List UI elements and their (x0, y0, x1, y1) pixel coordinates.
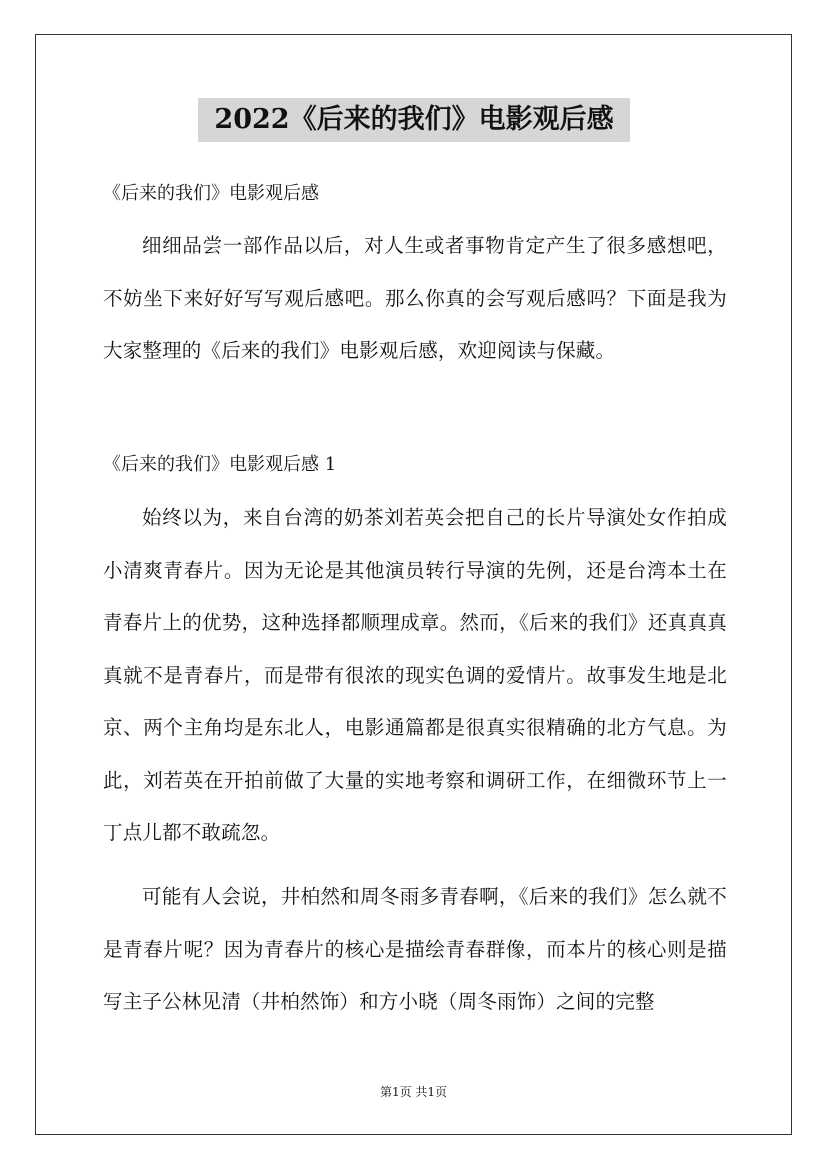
section-1-paragraph-2: 可能有人会说，井柏然和周冬雨多青春啊，《后来的我们》怎么就不是青春片呢？因为青春片的核心是描绘青春群像，而本片的核心则是描写主子公林见清（井柏然饰）和方小晓（周冬雨饰）之间的完整 (103, 885, 727, 1013)
section-1-paragraph-1: 始终以为，来自台湾的奶茶刘若英会把自己的长片导演处女作拍成小清爽青春片。因为无论是其他演员转行导演的先例，还是台湾本土在青春片上的优势，这种选择都顺理成章。然而，《后来的我们》还真真真真就不是青春片，而是带有很浓的现实色调的爱情片。故事发生地是北京、两个主角均是东北人，电影通篇都是很真实很精确的北方气息。为此，刘若英在开拍前做了大量的实地考察和调研工作，在细微环节上一丁点儿都不敢疏忽。 (103, 506, 727, 844)
intro-paragraph: 细细品尝一部作品以后，对人生或者事物肯定产生了很多感想吧，不妨坐下来好好写写观后感吧。那么你真的会写观后感吗？下面是我为大家整理的《后来的我们》电影观后感，欢迎阅读与保藏。 (103, 234, 727, 362)
document-title: 2022《后来的我们》电影观后感 (198, 98, 630, 142)
section-1-heading: 《后来的我们》电影观后感 1 (103, 454, 337, 475)
document-subtitle: 《后来的我们》电影观后感 (103, 183, 319, 204)
page-number-footer: 第1页 共1页 (379, 1085, 448, 1099)
